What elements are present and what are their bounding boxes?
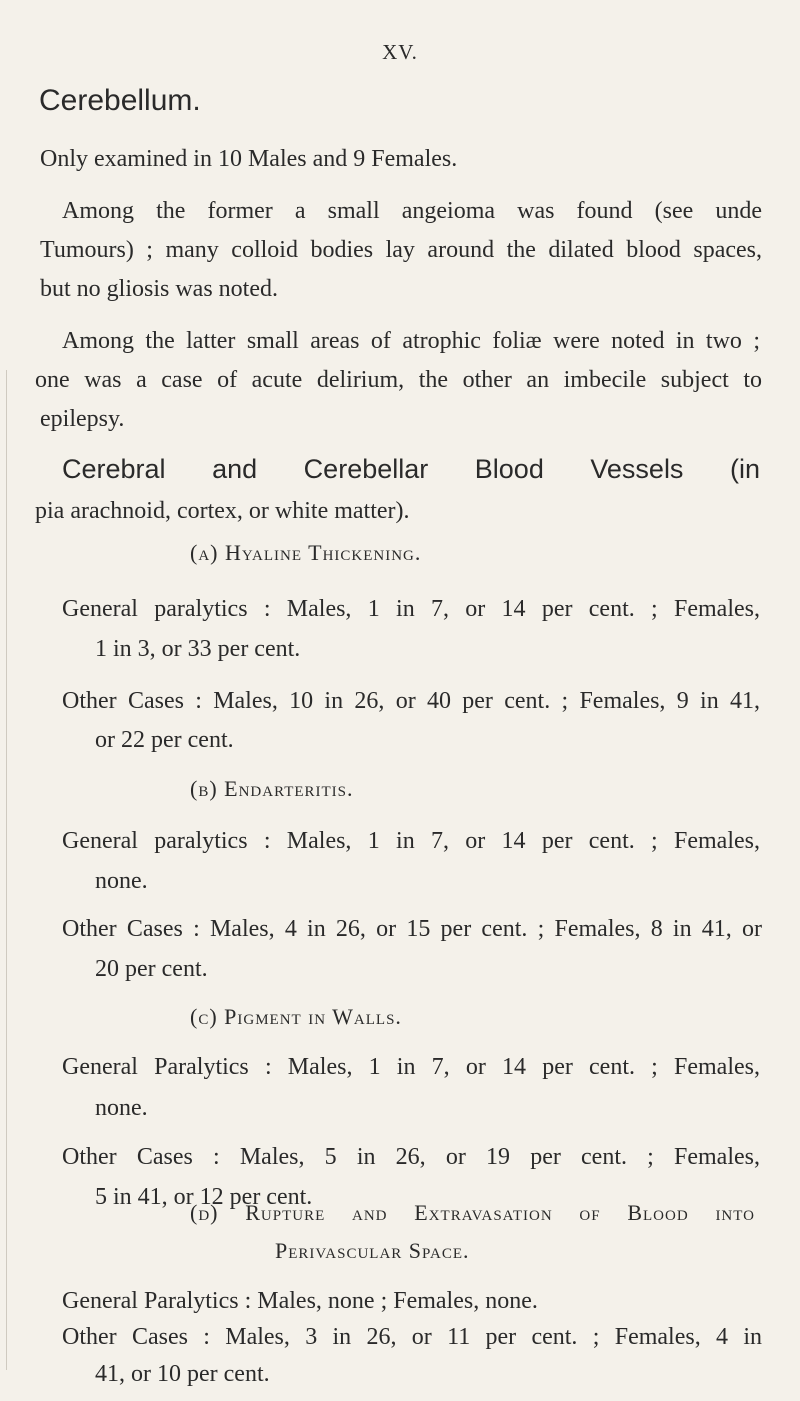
vessels-heading-line-1: Cerebral and Cerebellar Blood Vessels (in (62, 454, 760, 484)
section-a-other-cases-line-2: or 22 per cent. (95, 727, 234, 753)
section-b-title: (b) Endarteritis. (190, 776, 354, 801)
section-a-general-paralytics-line-2: 1 in 3, or 33 per cent. (95, 636, 301, 662)
page-edge-line (6, 370, 7, 1370)
cerebellum-paragraph-3-line-1: Among the latter small areas of atrophic foliæ were noted in two ; (62, 328, 760, 354)
page-number: XV. (382, 40, 418, 64)
section-b-other-cases-line-2: 20 per cent. (95, 956, 208, 982)
section-a-other-cases-line-1: Other Cases : Males, 10 in 26, or 40 per cent. ; Females, 9 in 41, (62, 688, 760, 714)
cerebellum-paragraph-3-line-2: one was a case of acute delirium, the other an imbecile subject to (35, 367, 762, 393)
section-b-other-cases-line-1: Other Cases : Males, 4 in 26, or 15 per cent. ; Females, 8 in 41, or (62, 916, 762, 942)
section-c-other-cases-line-1: Other Cases : Males, 5 in 26, or 19 per cent. ; Females, (62, 1144, 760, 1170)
cerebellum-paragraph-2-line-1: Among the former a small angeioma was found (see unde (62, 198, 762, 224)
cerebellum-paragraph-3-line-3: epilepsy. (40, 406, 125, 432)
cerebellum-paragraph-1: Only examined in 10 Males and 9 Females. (40, 146, 458, 172)
section-b-general-paralytics-line-2: none. (95, 868, 148, 894)
vessels-heading-line-2: pia arachnoid, cortex, or white matter). (35, 498, 410, 524)
section-d-other-cases-line-2: 41, or 10 per cent. (95, 1361, 270, 1387)
section-a-title: (a) Hyaline Thickening. (190, 540, 422, 565)
section-c-other-cases-line-2: 5 in 41, or 12 per cent. (95, 1184, 313, 1210)
section-d-general-paralytics: General Paralytics : Males, none ; Females, none. (62, 1288, 538, 1314)
section-c-general-paralytics-line-1: General Paralytics : Males, 1 in 7, or 14 per cent. ; Females, (62, 1054, 760, 1080)
section-d-title-line-1: (d) Rupture and Extravasation of Blood into (190, 1200, 755, 1225)
section-d-title-line-2: Perivascular Space. (275, 1238, 470, 1263)
section-b-general-paralytics-line-1: General paralytics : Males, 1 in 7, or 14 per cent. ; Females, (62, 828, 760, 854)
cerebellum-heading: Cerebellum. (39, 84, 201, 117)
section-c-general-paralytics-line-2: none. (95, 1095, 148, 1121)
section-c-title: (c) Pigment in Walls. (190, 1004, 402, 1029)
cerebellum-paragraph-2-line-2: Tumours) ; many colloid bodies lay around the dilated blood spaces, (40, 237, 762, 263)
section-d-other-cases-line-1: Other Cases : Males, 3 in 26, or 11 per cent. ; Females, 4 in (62, 1324, 762, 1350)
cerebellum-paragraph-2-line-3: but no gliosis was noted. (40, 276, 278, 302)
section-a-general-paralytics-line-1: General paralytics : Males, 1 in 7, or 14 per cent. ; Females, (62, 596, 760, 622)
